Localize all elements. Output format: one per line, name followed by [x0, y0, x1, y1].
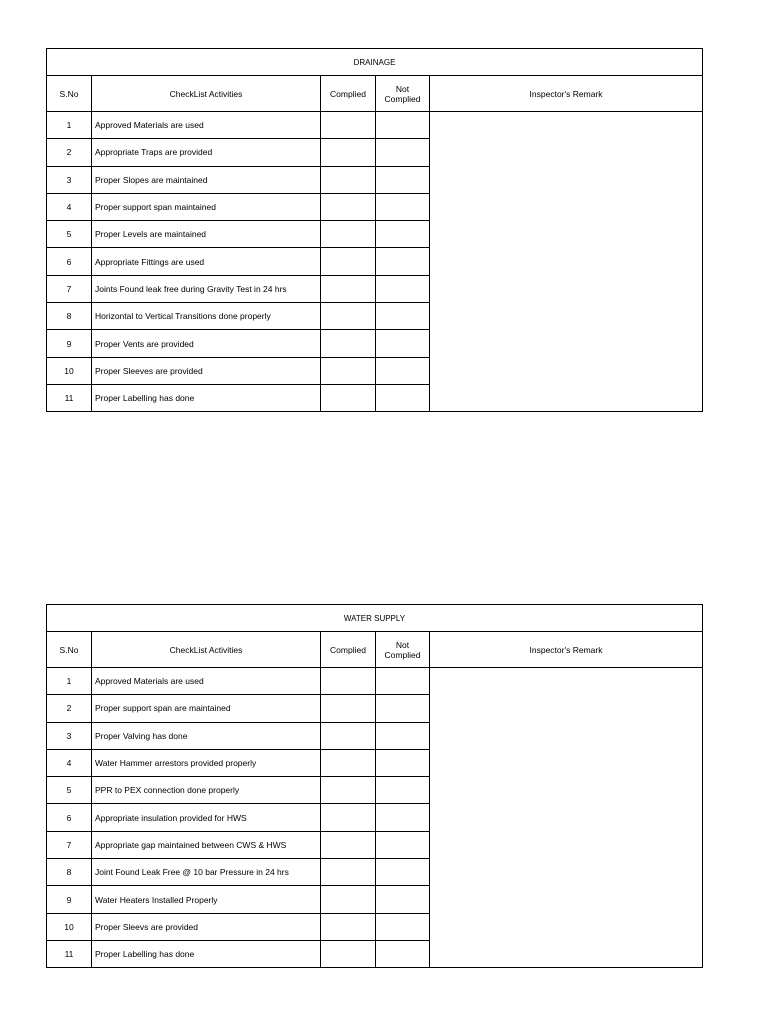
table-row	[47, 668, 703, 695]
sno-cell: 11	[47, 384, 92, 411]
complied-checkbox-cell[interactable]	[321, 112, 376, 139]
sno-header: S.No	[47, 76, 92, 112]
not-complied-header-line2: Complied	[384, 649, 421, 660]
not-complied-checkbox-cell[interactable]	[376, 248, 430, 275]
not-complied-checkbox-cell[interactable]	[376, 330, 430, 357]
complied-checkbox-cell[interactable]	[321, 749, 376, 776]
sno-cell: 11	[47, 940, 92, 967]
activity-cell: Water Hammer arrestors provided properly	[92, 749, 321, 776]
not-complied-checkbox-cell[interactable]	[376, 166, 430, 193]
sno-cell: 4	[47, 749, 92, 776]
not-complied-checkbox-cell[interactable]	[376, 357, 430, 384]
complied-checkbox-cell[interactable]	[321, 303, 376, 330]
complied-checkbox-cell[interactable]	[321, 384, 376, 411]
sno-cell: 9	[47, 330, 92, 357]
sno-cell: 6	[47, 804, 92, 831]
inspector-remark-cell[interactable]	[430, 112, 703, 412]
table-title: WATER SUPPLY	[47, 605, 703, 632]
sno-cell: 3	[47, 166, 92, 193]
sno-cell: 7	[47, 275, 92, 302]
not-complied-checkbox-cell[interactable]	[376, 221, 430, 248]
complied-header: Complied	[321, 632, 376, 668]
complied-checkbox-cell[interactable]	[321, 275, 376, 302]
not-complied-header	[376, 632, 430, 668]
activity-cell: Proper Sleevs are provided	[92, 913, 321, 940]
complied-checkbox-cell[interactable]	[321, 193, 376, 220]
not-complied-checkbox-cell[interactable]	[376, 722, 430, 749]
sno-cell: 7	[47, 831, 92, 858]
complied-checkbox-cell[interactable]	[321, 668, 376, 695]
not-complied-header-line2: Complied	[384, 93, 421, 104]
complied-header: Complied	[321, 76, 376, 112]
table-title-row	[47, 49, 703, 76]
activity-cell: Horizontal to Vertical Transitions done properly	[92, 303, 321, 330]
not-complied-header	[376, 76, 430, 112]
activity-cell: Appropriate insulation provided for HWS	[92, 804, 321, 831]
drainage-table	[46, 48, 703, 412]
activity-cell: Proper support span are maintained	[92, 695, 321, 722]
not-complied-checkbox-cell[interactable]	[376, 913, 430, 940]
not-complied-header-line1: Not	[395, 83, 410, 94]
activity-cell: Approved Materials are used	[92, 668, 321, 695]
sno-cell: 8	[47, 859, 92, 886]
sno-cell: 10	[47, 357, 92, 384]
complied-checkbox-cell[interactable]	[321, 940, 376, 967]
not-complied-checkbox-cell[interactable]	[376, 940, 430, 967]
activity-cell: Joints Found leak free during Gravity Test in 24 hrs	[92, 275, 321, 302]
activity-cell: Approved Materials are used	[92, 112, 321, 139]
not-complied-checkbox-cell[interactable]	[376, 777, 430, 804]
not-complied-checkbox-cell[interactable]	[376, 859, 430, 886]
complied-checkbox-cell[interactable]	[321, 913, 376, 940]
sno-cell: 4	[47, 193, 92, 220]
activities-header: CheckList Activities	[92, 76, 321, 112]
sno-cell: 1	[47, 668, 92, 695]
complied-checkbox-cell[interactable]	[321, 695, 376, 722]
not-complied-checkbox-cell[interactable]	[376, 193, 430, 220]
sno-cell: 2	[47, 139, 92, 166]
not-complied-checkbox-cell[interactable]	[376, 831, 430, 858]
sno-cell: 5	[47, 777, 92, 804]
complied-checkbox-cell[interactable]	[321, 831, 376, 858]
not-complied-header-line1: Not	[395, 639, 410, 650]
not-complied-checkbox-cell[interactable]	[376, 112, 430, 139]
sno-cell: 10	[47, 913, 92, 940]
sno-cell: 2	[47, 695, 92, 722]
not-complied-checkbox-cell[interactable]	[376, 804, 430, 831]
remark-header: Inspector's Remark	[430, 76, 703, 112]
not-complied-checkbox-cell[interactable]	[376, 886, 430, 913]
remark-header: Inspector's Remark	[430, 632, 703, 668]
complied-checkbox-cell[interactable]	[321, 139, 376, 166]
activity-cell: Appropriate Fittings are used	[92, 248, 321, 275]
not-complied-checkbox-cell[interactable]	[376, 384, 430, 411]
activity-cell: Proper Sleeves are provided	[92, 357, 321, 384]
header-row	[47, 632, 703, 668]
inspector-remark-cell[interactable]	[430, 668, 703, 968]
activity-cell: Proper Vents are provided	[92, 330, 321, 357]
not-complied-checkbox-cell[interactable]	[376, 303, 430, 330]
table-title-row	[47, 605, 703, 632]
complied-checkbox-cell[interactable]	[321, 886, 376, 913]
activity-cell: Appropriate Traps are provided	[92, 139, 321, 166]
not-complied-checkbox-cell[interactable]	[376, 668, 430, 695]
sno-cell: 3	[47, 722, 92, 749]
activity-cell: Proper support span maintained	[92, 193, 321, 220]
activity-cell: Water Heaters Installed Properly	[92, 886, 321, 913]
complied-checkbox-cell[interactable]	[321, 722, 376, 749]
activity-cell: Appropriate gap maintained between CWS & HWS	[92, 831, 321, 858]
table-row	[47, 112, 703, 139]
activity-cell: PPR to PEX connection done properly	[92, 777, 321, 804]
sno-header: S.No	[47, 632, 92, 668]
not-complied-checkbox-cell[interactable]	[376, 139, 430, 166]
water-supply-table	[46, 604, 703, 968]
header-row	[47, 76, 703, 112]
complied-checkbox-cell[interactable]	[321, 357, 376, 384]
activity-cell: Proper Labelling has done	[92, 384, 321, 411]
activities-header: CheckList Activities	[92, 632, 321, 668]
sno-cell: 1	[47, 112, 92, 139]
not-complied-checkbox-cell[interactable]	[376, 749, 430, 776]
sno-cell: 8	[47, 303, 92, 330]
not-complied-checkbox-cell[interactable]	[376, 275, 430, 302]
sno-cell: 9	[47, 886, 92, 913]
complied-checkbox-cell[interactable]	[321, 804, 376, 831]
sno-cell: 5	[47, 221, 92, 248]
activity-cell: Proper Levels are maintained	[92, 221, 321, 248]
complied-checkbox-cell[interactable]	[321, 330, 376, 357]
activity-cell: Proper Valving has done	[92, 722, 321, 749]
complied-checkbox-cell[interactable]	[321, 777, 376, 804]
complied-checkbox-cell[interactable]	[321, 248, 376, 275]
table-title: DRAINAGE	[47, 49, 703, 76]
complied-checkbox-cell[interactable]	[321, 221, 376, 248]
sno-cell: 6	[47, 248, 92, 275]
complied-checkbox-cell[interactable]	[321, 859, 376, 886]
activity-cell: Proper Labelling has done	[92, 940, 321, 967]
complied-checkbox-cell[interactable]	[321, 166, 376, 193]
activity-cell: Proper Slopes are maintained	[92, 166, 321, 193]
activity-cell: Joint Found Leak Free @ 10 bar Pressure in 24 hrs	[92, 859, 321, 886]
not-complied-checkbox-cell[interactable]	[376, 695, 430, 722]
